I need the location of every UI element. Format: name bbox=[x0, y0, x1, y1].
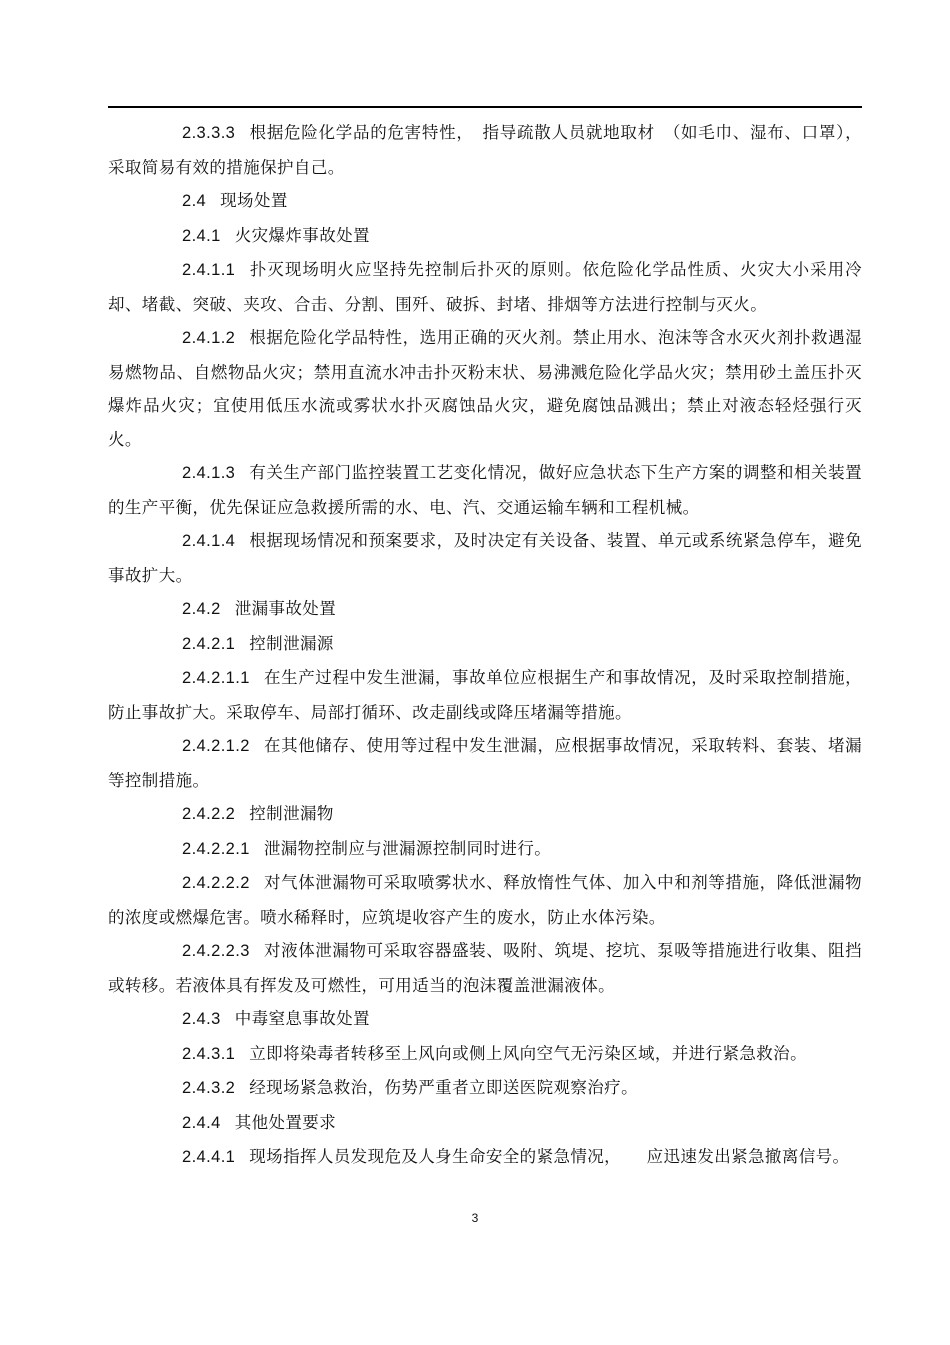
section-number: 2.4.3 bbox=[182, 1010, 221, 1028]
section-heading: 现场处置 bbox=[220, 191, 288, 210]
paragraph-text: 根据现场情况和预案要求，及时决定有关设备、装置、单元或系统紧急停车，避免事故扩大。 bbox=[108, 531, 862, 585]
section-number: 2.4.1.3 bbox=[182, 464, 236, 482]
paragraph-text: 根据危险化学品的危害特性， 指导疏散人员就地取材 （如毛巾、湿布、口罩），采取简易有效的措施保护自己。 bbox=[108, 123, 862, 177]
paragraph-text: 对液体泄漏物可采取容器盛装、吸附、筑堤、挖坑、泵吸等措施进行收集、阻挡或转移。若液体具有挥发及可燃性，可用适当的泡沫覆盖泄漏液体。 bbox=[108, 941, 862, 995]
document-body bbox=[108, 116, 862, 1175]
paragraph-2-4-2-1-2 bbox=[108, 729, 862, 797]
section-number: 2.4 bbox=[182, 192, 207, 210]
heading-2-4-4 bbox=[108, 1106, 862, 1141]
section-heading: 控制泄漏物 bbox=[249, 804, 334, 823]
paragraph-text: 扑灭现场明火应坚持先控制后扑灭的原则。依危险化学品性质、火灾大小采用冷却、堵截、突破、夹攻、合击、分割、围歼、破拆、封堵、排烟等方法进行控制与灭火。 bbox=[108, 260, 862, 314]
paragraph-2-4-2-2-2 bbox=[108, 866, 862, 934]
paragraph-text: 现场指挥人员发现危及人身生命安全的紧急情况， 应迅速发出紧急撤离信号。 bbox=[249, 1147, 850, 1166]
section-heading: 火灾爆炸事故处置 bbox=[234, 225, 370, 245]
page-number: 3 bbox=[471, 1211, 479, 1225]
section-heading: 其他处置要求 bbox=[234, 1112, 337, 1132]
section-number: 2.4.2.2 bbox=[182, 805, 236, 823]
section-number: 2.4.1.1 bbox=[182, 261, 236, 279]
section-number: 2.4.2.1.1 bbox=[182, 669, 250, 687]
section-number: 2.4.1.4 bbox=[182, 532, 236, 550]
section-number: 2.4.2.2.1 bbox=[182, 839, 250, 858]
paragraph-2-4-2-2-1 bbox=[108, 832, 862, 867]
paragraph-text: 根据危险化学品特性，选用正确的灭火剂。禁止用水、泡沫等含水灭火剂扑救遇湿易燃物品、自燃物品火灾；禁用直流水冲击扑灭粉末状、易沸溅危险化学品火灾；禁用砂土盖压扑灭爆炸品火灾；宜使用低压水流或雾状水扑灭腐蚀品火灾，避免腐蚀品溅出；禁止对液态轻烃强行灭火。 bbox=[108, 328, 862, 449]
section-number: 2.4.3.2 bbox=[182, 1079, 236, 1097]
paragraph-text: 在生产过程中发生泄漏，事故单位应根据生产和事故情况，及时采取控制措施，防止事故扩大。采取停车、局部打循环、改走副线或降压堵漏等措施。 bbox=[108, 668, 862, 722]
section-number: 2.4.1.2 bbox=[182, 329, 236, 347]
heading-2-4-3 bbox=[108, 1002, 862, 1037]
section-heading: 泄漏事故处置 bbox=[234, 599, 337, 618]
heading-2-4-2-2 bbox=[108, 797, 862, 832]
section-number: 2.3.3.3 bbox=[182, 124, 236, 142]
heading-2-4-1 bbox=[108, 219, 862, 254]
heading-2-4-2-1 bbox=[108, 627, 862, 662]
section-number: 2.4.2.2.3 bbox=[182, 942, 250, 960]
section-number: 2.4.1 bbox=[182, 226, 221, 245]
paragraph-text: 有关生产部门监控装置工艺变化情况，做好应急状态下生产方案的调整和相关装置的生产平衡，优先保证应急救援所需的水、电、汽、交通运输车辆和工程机械。 bbox=[108, 463, 862, 517]
heading-2-4 bbox=[108, 184, 862, 219]
paragraph-2-4-1-1 bbox=[108, 253, 862, 321]
paragraph-text: 在其他储存、使用等过程中发生泄漏，应根据事故情况，采取转料、套装、堵漏等控制措施。 bbox=[108, 736, 862, 790]
section-number: 2.4.4.1 bbox=[182, 1148, 236, 1166]
paragraph-2-3-3-3 bbox=[108, 116, 862, 184]
paragraph-2-4-3-2 bbox=[108, 1071, 862, 1106]
section-number: 2.4.2.1.2 bbox=[182, 737, 250, 755]
section-heading: 控制泄漏源 bbox=[249, 633, 334, 653]
paragraph-text: 立即将染毒者转移至上风向或侧上风向空气无污染区域，并进行紧急救治。 bbox=[249, 1043, 807, 1063]
paragraph-2-4-1-2 bbox=[108, 321, 862, 456]
section-number: 2.4.2.2.2 bbox=[182, 874, 250, 892]
paragraph-2-4-2-2-3 bbox=[108, 934, 862, 1002]
section-heading: 中毒窒息事故处置 bbox=[234, 1009, 370, 1028]
section-number: 2.4.2 bbox=[182, 600, 221, 618]
section-number: 2.4.3.1 bbox=[182, 1044, 236, 1063]
header-rule bbox=[108, 106, 862, 108]
section-number: 2.4.4 bbox=[182, 1113, 221, 1132]
paragraph-text: 经现场紧急救治，伤势严重者立即送医院观察治疗。 bbox=[249, 1078, 638, 1097]
paragraph-2-4-2-1-1 bbox=[108, 661, 862, 729]
paragraph-2-4-1-3 bbox=[108, 456, 862, 524]
paragraph-text: 对气体泄漏物可采取喷雾状水、释放惰性气体、加入中和剂等措施，降低泄漏物的浓度或燃爆危害。喷水稀释时，应筑堤收容产生的废水，防止水体污染。 bbox=[108, 873, 862, 927]
paragraph-2-4-3-1 bbox=[108, 1037, 862, 1072]
section-number: 2.4.2.1 bbox=[182, 634, 236, 653]
heading-2-4-2 bbox=[108, 592, 862, 627]
paragraph-2-4-1-4 bbox=[108, 524, 862, 592]
paragraph-2-4-4-1 bbox=[108, 1140, 862, 1175]
paragraph-text: 泄漏物控制应与泄漏源控制同时进行。 bbox=[263, 838, 552, 858]
